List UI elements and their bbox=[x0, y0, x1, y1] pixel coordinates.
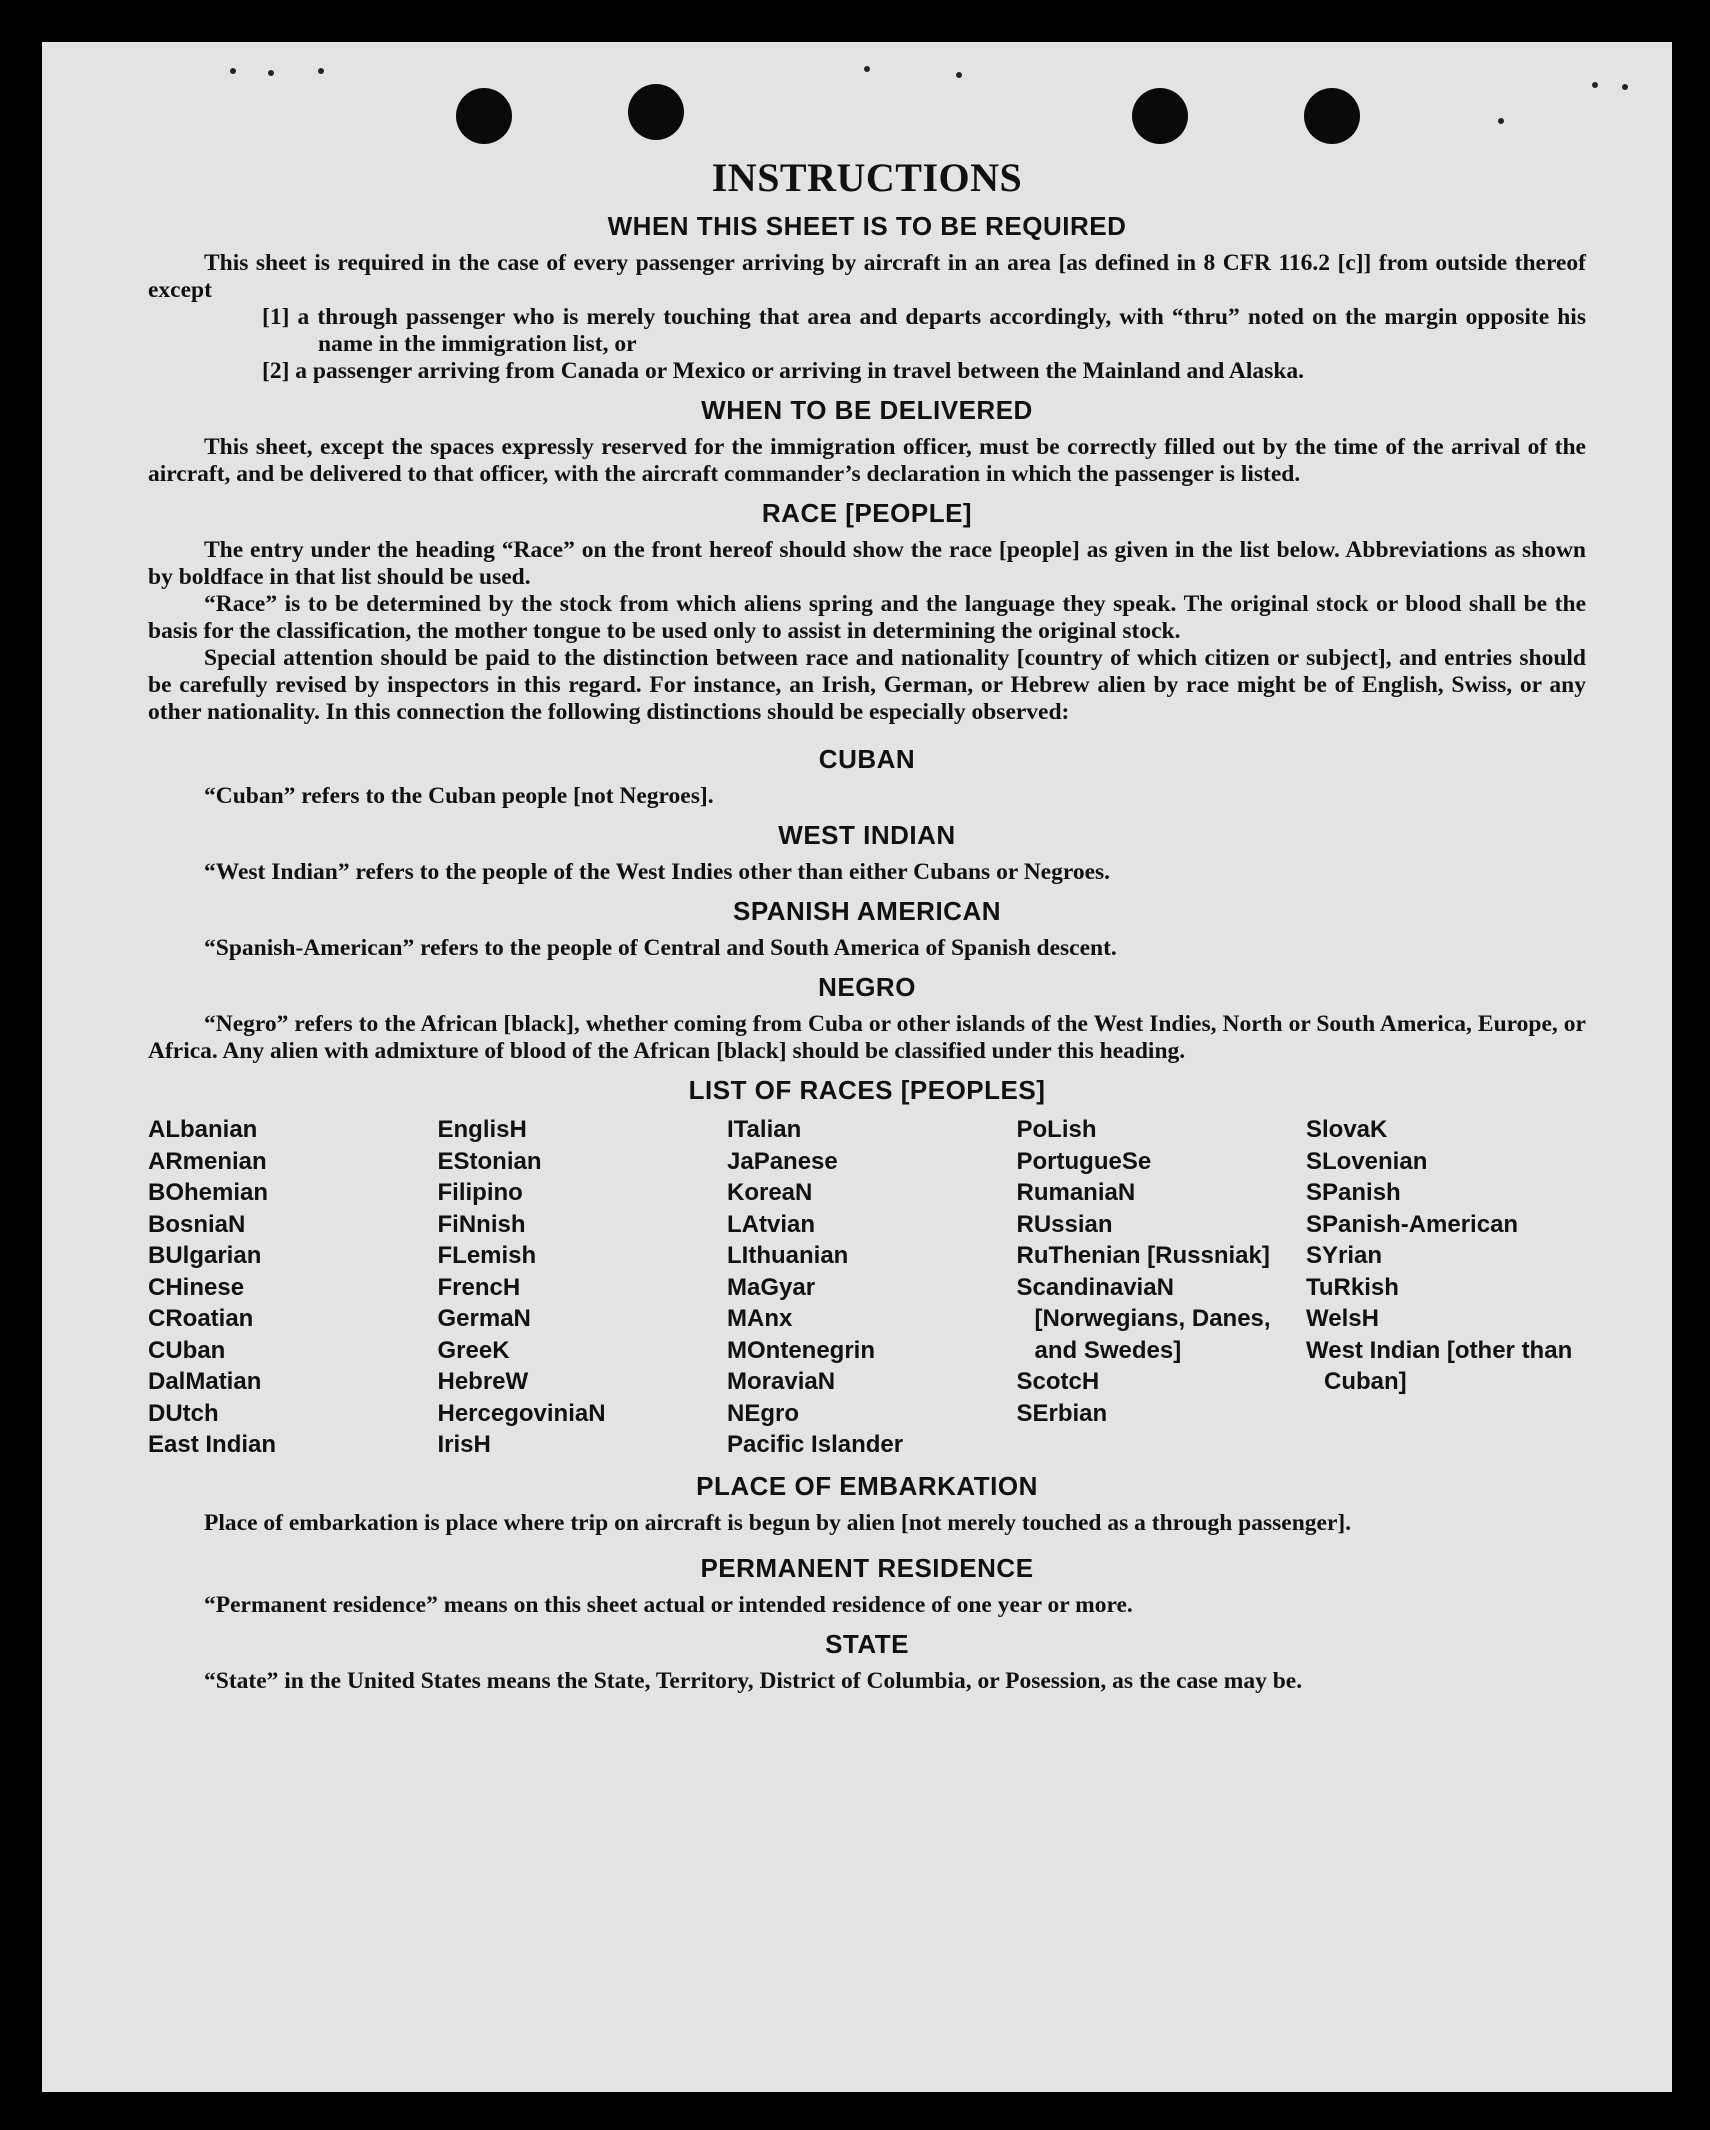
race-entry: SPanish-American bbox=[1306, 1210, 1519, 1238]
punch-hole bbox=[628, 84, 684, 140]
race-entry: ITalian bbox=[727, 1116, 802, 1143]
when-required-intro: This sheet is required in the case of every passenger arriving by aircraft in an area [as defined in 8 CFR 116.2 [c]] from outside thereof except bbox=[148, 250, 1586, 303]
race-entry: HercegoviniaN bbox=[437, 1399, 606, 1427]
race-entry: East Indian bbox=[148, 1431, 277, 1458]
paper-speck bbox=[1592, 82, 1598, 88]
page-title: INSTRUCTIONS bbox=[711, 155, 1023, 200]
section-heading-negro: NEGRO bbox=[818, 972, 916, 1002]
race-paragraph: Special attention should be paid to the distinction between race and nationality [country of which citizen or subject], and entries should be carefully revised by inspectors in this regard. For instance, an Irish, German, or Hebrew alien by race might be of English, Swiss, or any other nationality. In this connection the following distinctions should be especially observed: bbox=[148, 645, 1586, 725]
paper-speck bbox=[864, 66, 870, 72]
race-entry: BOhemian bbox=[148, 1179, 269, 1206]
race-entry: SYrian bbox=[1306, 1242, 1383, 1269]
paper-speck bbox=[1498, 118, 1504, 124]
race-entry: ARmenian bbox=[148, 1147, 267, 1175]
race-entry: West Indian [other than Cuban] bbox=[1306, 1336, 1573, 1395]
race-column bbox=[1017, 1114, 1297, 1461]
race-entry: DalMatian bbox=[148, 1368, 262, 1395]
race-entry: RumaniaN bbox=[1016, 1179, 1136, 1206]
cuban-text: “Cuban” refers to the Cuban people [not Negroes]. bbox=[204, 783, 714, 809]
race-entry: PoLish bbox=[1016, 1116, 1097, 1143]
race-entry: CUban bbox=[148, 1336, 226, 1364]
section-heading-embarkation: PLACE OF EMBARKATION bbox=[696, 1470, 1038, 1501]
race-entry: SErbian bbox=[1016, 1399, 1108, 1427]
race-entry: BosniaN bbox=[148, 1210, 246, 1238]
punch-hole bbox=[1132, 88, 1188, 144]
paper-speck bbox=[1622, 84, 1628, 90]
negro-text: “Negro” refers to the African [black], whether coming from Cuba or other islands of the West Indies, North or South America, Europe, or Africa. Any alien with admixture of blood of the African [black] should be classified under this heading. bbox=[148, 1011, 1586, 1064]
race-entry: GermaN bbox=[437, 1305, 531, 1332]
race-column bbox=[438, 1114, 718, 1461]
race-entry: LAtvian bbox=[727, 1210, 816, 1238]
west-indian-text: “West Indian” refers to the people of the West Indies other than either Cubans or Negroes. bbox=[204, 859, 1111, 885]
race-entry: MoraviaN bbox=[727, 1368, 836, 1395]
section-heading-spanish-american: SPANISH AMERICAN bbox=[732, 896, 1001, 926]
race-entry: ALbanian bbox=[148, 1116, 258, 1143]
race-entry: Pacific Islander bbox=[727, 1431, 904, 1458]
race-entry: SlovaK bbox=[1306, 1116, 1388, 1143]
exception-1: [1] a through passenger who is merely touching that area and departs accordingly, with “thru” noted on the margin opposite his name in the immigration list, or bbox=[262, 304, 1586, 357]
race-entry: IrisH bbox=[437, 1431, 491, 1458]
embarkation-text: Place of embarkation is place where trip on aircraft is begun by alien [not merely touched as a through passenger]. bbox=[204, 1509, 1352, 1536]
paper-speck bbox=[230, 68, 236, 74]
paper-speck bbox=[318, 68, 324, 74]
section-heading-list-of-races: LIST OF RACES [PEOPLES] bbox=[688, 1075, 1046, 1105]
race-entry: FLemish bbox=[437, 1242, 537, 1269]
race-entry: FrencH bbox=[437, 1273, 521, 1301]
paper-speck bbox=[956, 72, 962, 78]
race-entry: LIthuanian bbox=[727, 1242, 849, 1269]
section-heading-cuban: CUBAN bbox=[818, 744, 916, 774]
race-column bbox=[1306, 1114, 1586, 1461]
state-text: “State” in the United States means the State, Territory, District of Columbia, or Posession, as the case may be. bbox=[204, 1667, 1303, 1694]
race-entry: GreeK bbox=[437, 1336, 510, 1364]
section-heading-when-delivered: WHEN TO BE DELIVERED bbox=[701, 395, 1033, 425]
race-entry: MAnx bbox=[727, 1305, 793, 1332]
race-entry: ScandinaviaN [Norwegians, Danes, and Swedes] bbox=[1016, 1273, 1271, 1364]
permanent-residence-text: “Permanent residence” means on this sheet actual or intended residence of one year or more. bbox=[204, 1591, 1133, 1618]
race-entry: SPanish bbox=[1306, 1179, 1401, 1206]
section-heading-when-required: WHEN THIS SHEET IS TO BE REQUIRED bbox=[607, 211, 1127, 241]
race-entry: RuThenian [Russniak] bbox=[1016, 1242, 1270, 1269]
punch-hole bbox=[1304, 88, 1360, 144]
section-heading-west-indian: WEST INDIAN bbox=[778, 820, 956, 850]
race-entry: MOntenegrin bbox=[727, 1336, 875, 1364]
race-entry: RUssian bbox=[1016, 1210, 1113, 1238]
race-entry: CHinese bbox=[148, 1273, 245, 1301]
race-entry: MaGyar bbox=[727, 1273, 816, 1301]
race-entry: ScotcH bbox=[1016, 1368, 1100, 1395]
exception-2: [2] a passenger arriving from Canada or Mexico or arriving in travel between the Mainland and Alaska. bbox=[262, 358, 1305, 384]
instructions-body bbox=[148, 154, 1586, 1695]
section-heading-state: STATE bbox=[825, 1628, 909, 1659]
race-entry: KoreaN bbox=[727, 1179, 813, 1206]
race-entry: TuRkish bbox=[1306, 1273, 1399, 1301]
section-heading-permanent-residence: PERMANENT RESIDENCE bbox=[700, 1552, 1034, 1583]
spanish-american-text: “Spanish-American” refers to the people of Central and South America of Spanish descent. bbox=[204, 935, 1117, 961]
punch-hole bbox=[456, 88, 512, 144]
race-entry: HebreW bbox=[437, 1368, 529, 1395]
race-entry: BUlgarian bbox=[148, 1242, 262, 1269]
race-paragraph: “Race” is to be determined by the stock from which aliens spring and the language they speak. The original stock or blood shall be the basis for the classification, the mother tongue to be used only to assist in determining the original stock. bbox=[148, 591, 1586, 644]
race-column bbox=[148, 1114, 428, 1461]
race-entry: NEgro bbox=[727, 1399, 799, 1427]
race-entry: EnglisH bbox=[437, 1116, 527, 1143]
race-column bbox=[727, 1114, 1007, 1461]
paper-speck bbox=[268, 70, 274, 76]
race-entry: JaPanese bbox=[727, 1147, 838, 1175]
race-entry: Filipino bbox=[437, 1179, 523, 1206]
race-entry: PortugueSe bbox=[1016, 1147, 1152, 1175]
race-entry: CRoatian bbox=[148, 1305, 254, 1332]
race-entry: FiNnish bbox=[437, 1210, 526, 1238]
race-entry: EStonian bbox=[437, 1147, 542, 1175]
race-list bbox=[148, 1114, 1586, 1461]
race-entry: SLovenian bbox=[1306, 1147, 1428, 1175]
document-page bbox=[42, 42, 1672, 2092]
race-paragraph: The entry under the heading “Race” on the front hereof should show the race [people] as given in the list below. Abbreviations as shown by boldface in that list should be used. bbox=[148, 537, 1586, 590]
race-entry: DUtch bbox=[148, 1399, 219, 1427]
race-entry: WelsH bbox=[1306, 1305, 1379, 1332]
section-heading-race: RACE [PEOPLE] bbox=[761, 498, 973, 528]
when-delivered-text: This sheet, except the spaces expressly reserved for the immigration officer, must be correctly filled out by the time of the arrival of the aircraft, and be delivered to that officer, with the aircraft commander’s declaration in which the passenger is listed. bbox=[148, 434, 1586, 487]
